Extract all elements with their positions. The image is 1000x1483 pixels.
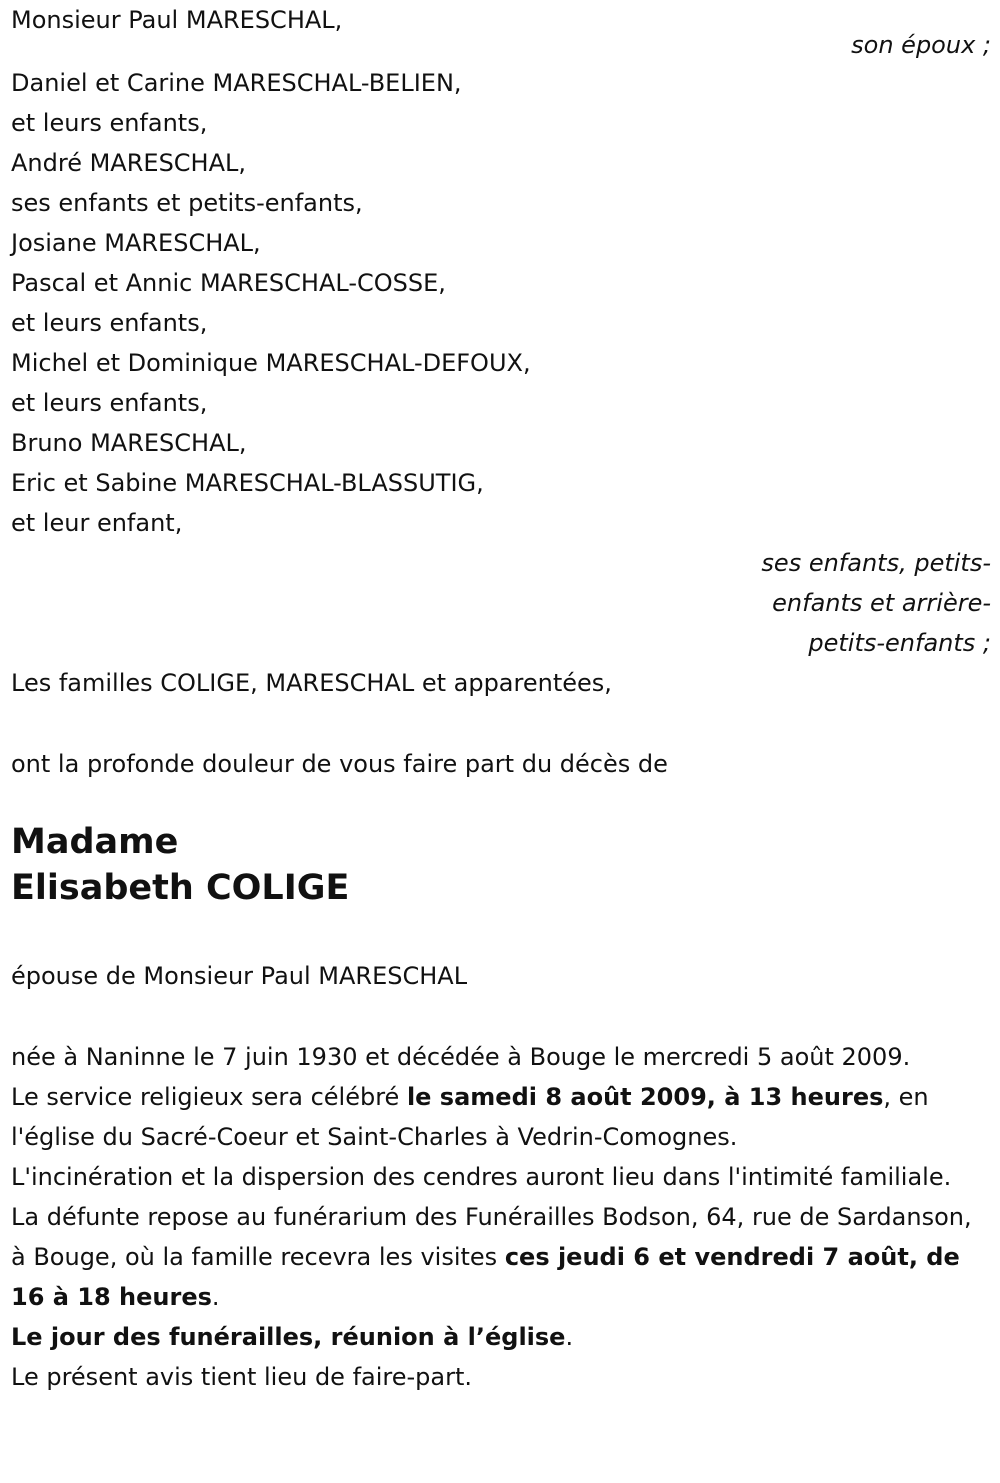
notice-line: Le présent avis tient lieu de faire-part. [11, 1363, 473, 1391]
meeting-text: Le jour des funérailles, réunion à l’église [11, 1323, 566, 1351]
children-line: Michel et Dominique MARESCHAL-DEFOUX, [11, 349, 531, 377]
meeting-paragraph [11, 1317, 991, 1357]
deceased-title: Madame [11, 822, 179, 862]
husband-role: son époux ; [851, 31, 991, 59]
children-role [11, 543, 991, 663]
details-block [11, 1037, 991, 1397]
children-list [11, 63, 991, 543]
repose-paragraph [11, 1197, 991, 1317]
children-line: et leurs enfants, [11, 389, 208, 417]
children-line: et leurs enfants, [11, 309, 208, 337]
children-role-line: petits-enfants ; [808, 629, 991, 657]
spouse-line: épouse de Monsieur Paul MARESCHAL [11, 962, 468, 990]
children-line: Daniel et Carine MARESCHAL-BELIEN, [11, 69, 462, 97]
announcement-line: ont la profonde douleur de vous faire part du décès de [11, 750, 668, 778]
deceased-name: Elisabeth COLIGE [11, 868, 350, 908]
meeting-end: . [565, 1323, 574, 1351]
obituary-notice [11, 0, 991, 1397]
children-role-line: enfants et arrière- [772, 589, 991, 617]
visit-times: ces jeudi 6 et vendredi 7 août, de 16 à 18 heures [11, 1243, 960, 1311]
children-line: et leurs enfants, [11, 109, 208, 137]
service-paragraph [11, 1077, 991, 1157]
children-role-line: ses enfants, petits- [761, 549, 991, 577]
service-text: Le service religieux sera célébré [11, 1083, 407, 1111]
children-line: Pascal et Annic MARESCHAL-COSSE, [11, 269, 446, 297]
children-line: Josiane MARESCHAL, [11, 229, 261, 257]
children-line: et leur enfant, [11, 509, 183, 537]
birth-death-line: née à Naninne le 7 juin 1930 et décédée à Bouge le mercredi 5 août 2009. [11, 1043, 911, 1071]
repose-end: . [211, 1283, 220, 1311]
husband-name: Monsieur Paul MARESCHAL, [11, 6, 343, 34]
children-line: Eric et Sabine MARESCHAL-BLASSUTIG, [11, 469, 484, 497]
repose-text: La défunte repose au funérarium des Funérailles Bodson, 64, rue de Sardanson, à Bouge, où la famille recevra les visites [11, 1203, 972, 1271]
relatives-line: Les familles COLIGE, MARESCHAL et apparentées, [11, 669, 612, 697]
children-line: Bruno MARESCHAL, [11, 429, 247, 457]
service-location: , en l'église du Sacré-Coeur et Saint-Charles à Vedrin-Comognes. [11, 1083, 929, 1151]
children-line: André MARESCHAL, [11, 149, 247, 177]
cremation-line: L'incinération et la dispersion des cendres auront lieu dans l'intimité familiale. [11, 1163, 952, 1191]
children-line: ses enfants et petits-enfants, [11, 189, 363, 217]
service-date: le samedi 8 août 2009, à 13 heures [406, 1083, 884, 1111]
